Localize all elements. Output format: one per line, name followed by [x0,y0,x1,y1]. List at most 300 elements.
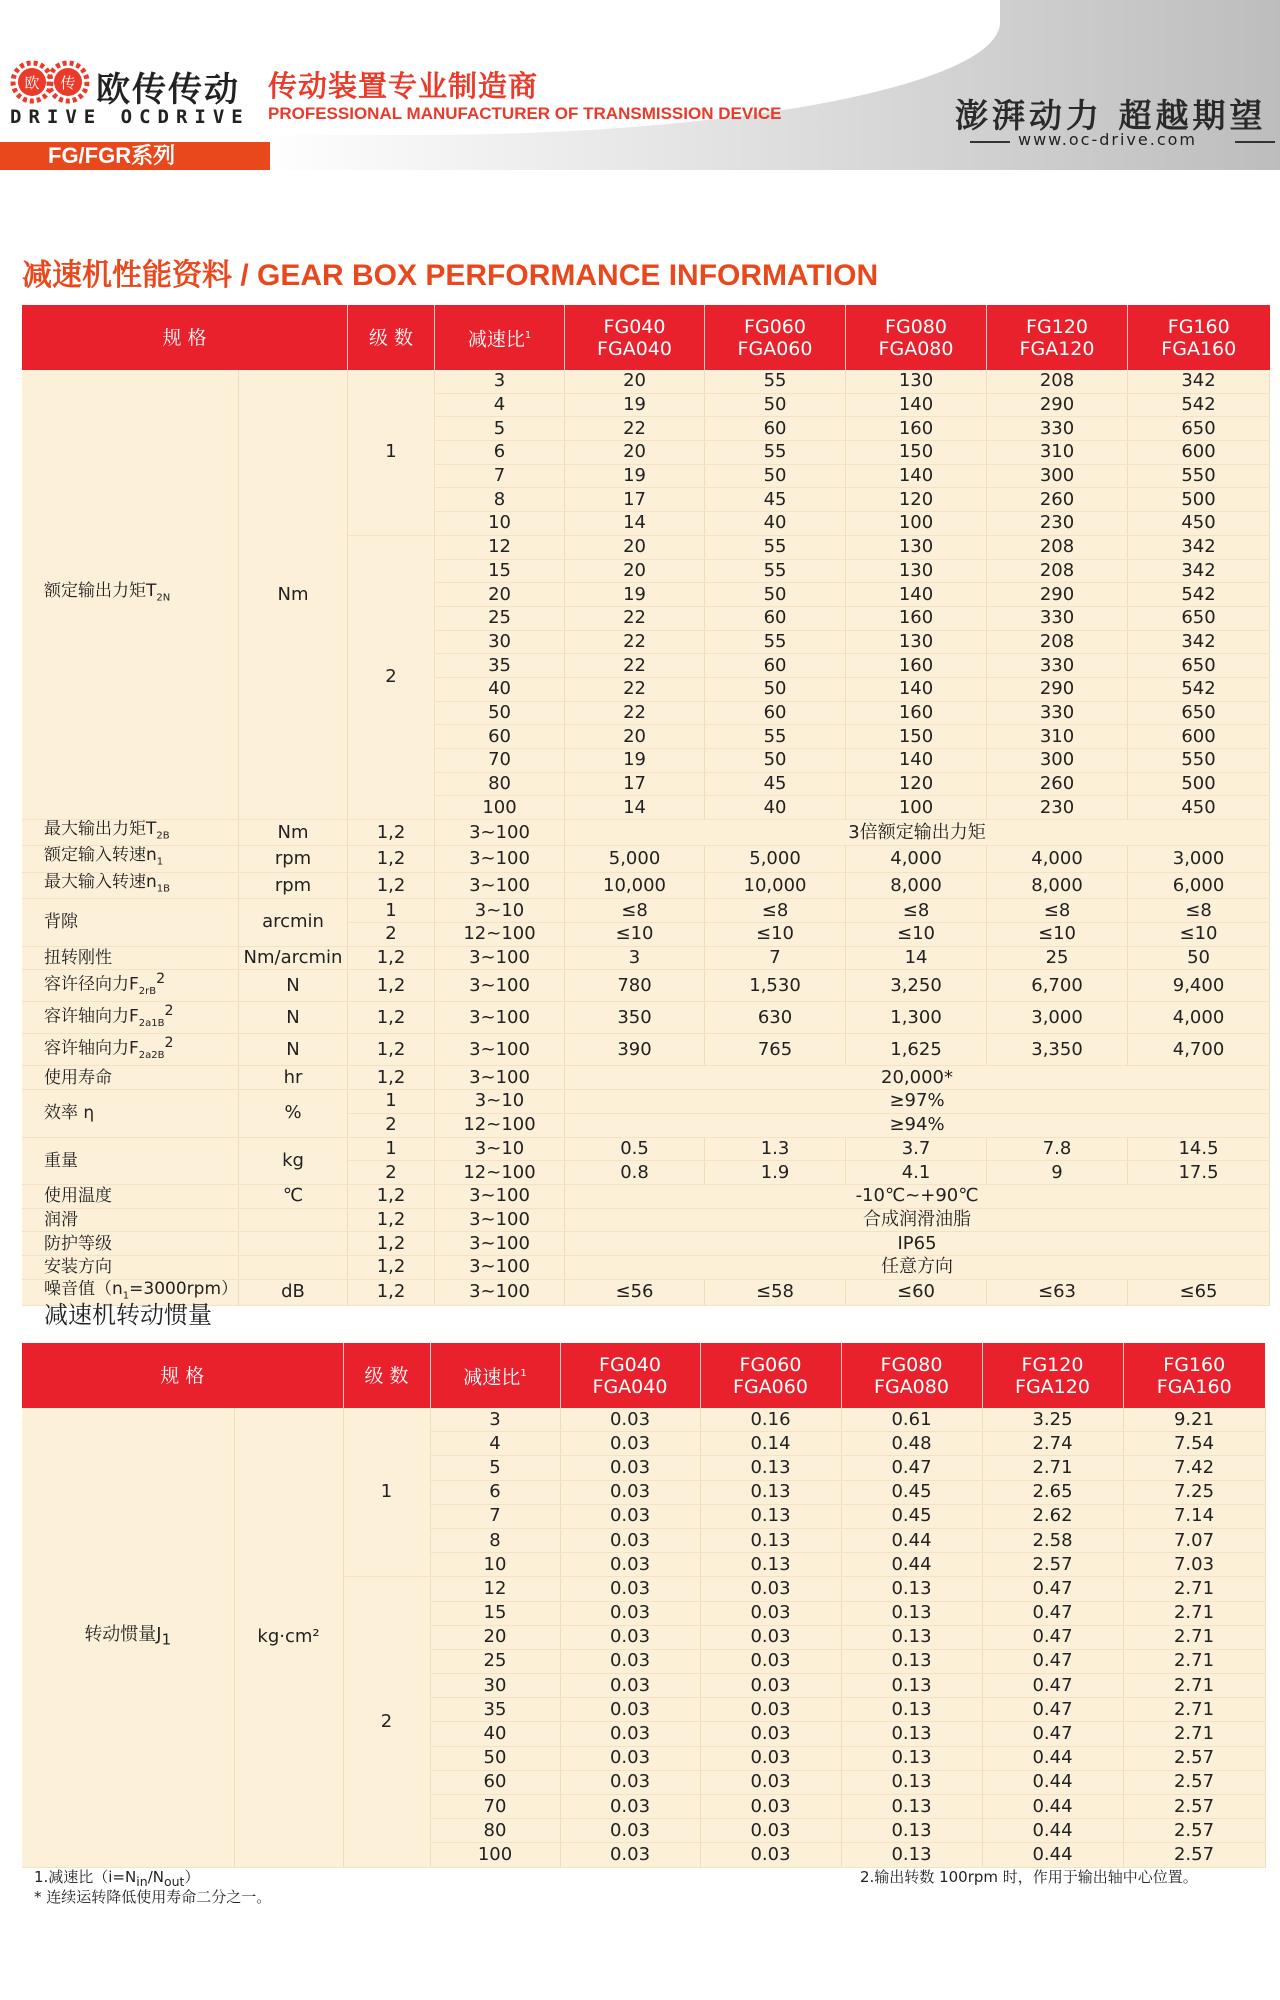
row-label-sup: 2 [164,1035,174,1052]
model-code: FG160 [1167,315,1230,338]
ratio-cell: 20 [435,583,565,607]
value-cell: ≤10 [705,922,846,946]
stage-cell: 2 [343,1577,430,1867]
value-cell: 208 [987,535,1128,559]
value-cell: 2.71 [1123,1625,1265,1649]
value-cell: 0.44 [982,1843,1123,1867]
value-cell: 230 [987,512,1128,536]
value-cell: 60 [705,417,846,441]
value-cell: 4,700 [1128,1034,1270,1066]
row-label [22,1208,239,1232]
model-code: FG040 [599,1353,661,1376]
value-cell: 6,000 [1128,872,1270,898]
row-label [22,899,239,946]
value-cell: 2.71 [1123,1722,1265,1746]
header-ratio-label: 减速比 [467,328,525,351]
table-row [22,846,1270,872]
row-label-sub: 2N [156,592,171,604]
value-cell: ≤10 [846,922,987,946]
value-cell: 0.13 [700,1480,841,1504]
value-cell: 7 [705,946,846,970]
value-cell: 600 [1128,725,1270,749]
unit-cell [239,1255,348,1279]
value-cell: 7.07 [1123,1528,1265,1552]
value-cell: 14 [565,796,705,820]
value-cell: 0.13 [841,1698,982,1722]
value-cell: 160 [846,654,987,678]
value-cell: 0.47 [982,1722,1123,1746]
table-row [22,970,1270,1002]
value-cell: ≤8 [846,899,987,923]
stage-cell: 1 [348,1090,435,1114]
stage-cell: 2 [348,922,435,946]
value-cell: 0.03 [560,1649,700,1673]
model-code-alt: FGA040 [597,337,672,360]
value-cell: 0.13 [841,1770,982,1794]
value-cell: 3,350 [987,1034,1128,1066]
value-cell: 310 [987,725,1128,749]
stage-cell: 1,2 [348,820,435,846]
stage-cell: 1,2 [348,1279,435,1305]
model-code: FG040 [603,315,666,338]
stage-cell: 1,2 [348,1232,435,1256]
value-cell: 0.03 [560,1504,700,1528]
website-link[interactable]: www.oc-drive.com [1018,130,1197,149]
ratio-cell: 3 [430,1408,560,1432]
value-cell: 0.13 [841,1722,982,1746]
table-row [22,1255,1270,1279]
value-cell: 0.44 [982,1795,1123,1819]
value-cell: 7.54 [1123,1432,1265,1456]
merged-value-cell: 20,000* [565,1066,1270,1090]
row-label [22,872,239,898]
value-cell: 1,300 [846,1002,987,1034]
merged-value-cell: -10℃~+90℃ [565,1184,1270,1208]
tagline-en: PROFESSIONAL MANUFACTURER OF TRANSMISSION DEVICE [268,104,782,123]
ratio-cell: 15 [430,1601,560,1625]
stage-cell: 1,2 [348,1255,435,1279]
value-cell: ≤10 [1128,922,1270,946]
value-cell: 0.47 [982,1674,1123,1698]
value-cell: 4,000 [1128,1002,1270,1034]
value-cell: 0.47 [982,1698,1123,1722]
value-cell: 130 [846,559,987,583]
value-cell: 542 [1128,677,1270,701]
value-cell: 20 [565,725,705,749]
value-cell: 22 [565,417,705,441]
value-cell: 7.25 [1123,1480,1265,1504]
value-cell: 0.03 [560,1795,700,1819]
stage-cell: 1,2 [348,1208,435,1232]
value-cell: 10,000 [705,872,846,898]
value-cell: ≤10 [565,922,705,946]
value-cell: 6,700 [987,970,1128,1002]
model-code: FG080 [880,1353,943,1376]
value-cell: 9 [987,1161,1128,1185]
value-cell: 1,530 [705,970,846,1002]
value-cell: 50 [705,393,846,417]
value-cell: 780 [565,970,705,1002]
value-cell: 0.03 [560,1674,700,1698]
row-label [22,1137,239,1184]
value-cell: 40 [705,512,846,536]
ratio-cell: 100 [430,1843,560,1867]
row-label [22,1184,239,1208]
value-cell: 4,000 [987,846,1128,872]
value-cell: 60 [705,606,846,630]
value-cell: 17.5 [1128,1161,1270,1185]
website-rule-right [1235,141,1275,143]
ratio-cell: 3~10 [435,899,565,923]
value-cell: 2.71 [1123,1601,1265,1625]
value-cell: 500 [1128,772,1270,796]
merged-value-cell: 任意方向 [565,1255,1270,1279]
value-cell: 25 [987,946,1128,970]
series-label: FG/FGR系列 [0,142,270,170]
row-label-text: 使用温度 [44,1186,112,1207]
ratio-cell: 10 [430,1553,560,1577]
ratio-cell: 3~100 [435,970,565,1002]
stage-cell: 1,2 [348,1034,435,1066]
row-label-text: 额定输出力矩T [44,580,157,601]
value-cell: 330 [987,654,1128,678]
row-label-text: 防护等级 [44,1233,112,1254]
value-cell: 290 [987,393,1128,417]
footnote-ratio-end: ） [184,1868,200,1886]
value-cell: 0.13 [700,1528,841,1552]
value-cell: 0.44 [982,1746,1123,1770]
row-label-end: =3000rpm） [129,1279,239,1299]
value-cell: 0.13 [841,1843,982,1867]
unit-cell: kg·cm² [234,1408,343,1867]
value-cell: 0.03 [700,1795,841,1819]
ratio-cell: 3~100 [435,1066,565,1090]
value-cell: 0.03 [560,1432,700,1456]
footnote-sub-out: out [163,1874,185,1889]
table-row [22,946,1270,970]
ratio-cell: 3~100 [435,1255,565,1279]
row-label-sub: 2a2B [138,1050,165,1062]
ratio-cell: 35 [430,1698,560,1722]
value-cell: 19 [565,393,705,417]
logo-right-char: 传 [60,74,76,92]
header-model [700,1343,841,1408]
header-stage: 级 数 [348,305,435,370]
table-row [22,1184,1270,1208]
table-row [22,872,1270,898]
ratio-cell: 70 [430,1795,560,1819]
value-cell: 0.03 [700,1843,841,1867]
stage-cell: 1 [348,1137,435,1161]
value-cell: 0.03 [560,1553,700,1577]
value-cell: 140 [846,749,987,773]
value-cell: 2.57 [1123,1770,1265,1794]
header-model [982,1343,1123,1408]
value-cell: 3.25 [982,1408,1123,1432]
value-cell: 55 [705,535,846,559]
value-cell: 208 [987,630,1128,654]
value-cell: 20 [565,559,705,583]
value-cell: 450 [1128,512,1270,536]
model-code: FG080 [885,315,947,338]
value-cell: 17 [565,772,705,796]
value-cell: 3 [565,946,705,970]
table-row [22,1208,1270,1232]
table-row [22,820,1270,846]
value-cell: 300 [987,464,1128,488]
value-cell: 0.03 [700,1746,841,1770]
model-code-alt: FGA060 [733,1375,808,1398]
model-code-alt: FGA080 [878,337,954,360]
value-cell: 0.13 [841,1625,982,1649]
value-cell: 0.03 [560,1528,700,1552]
value-cell: 0.03 [700,1770,841,1794]
value-cell: 5,000 [565,846,705,872]
value-cell: 3,000 [1128,846,1270,872]
value-cell: 600 [1128,441,1270,465]
value-cell: 0.03 [700,1625,841,1649]
value-cell: 208 [987,370,1128,393]
footnote-force: 2.输出转数 100rpm 时，作用于输出轴中心位置。 [860,1868,1198,1886]
row-label-text: 效率 η [44,1103,95,1124]
value-cell: 100 [846,512,987,536]
value-cell: 19 [565,749,705,773]
row-label-text: 背隙 [44,912,78,933]
row-label-sub: 1 [122,1290,130,1302]
unit-cell: Nm/arcmin [239,946,348,970]
value-cell: 0.03 [560,1770,700,1794]
ratio-cell: 3~100 [435,872,565,898]
value-cell: 0.03 [560,1698,700,1722]
value-cell: 0.47 [982,1649,1123,1673]
row-label-text: 容许轴向力F [44,1007,139,1027]
table-row [22,370,1270,393]
footnote-life: * 连续运转降低使用寿命二分之一。 [34,1888,272,1906]
ratio-cell: 30 [435,630,565,654]
ratio-cell: 5 [435,417,565,441]
ratio-cell: 6 [435,441,565,465]
value-cell: 0.5 [565,1137,705,1161]
value-cell: 0.44 [982,1770,1123,1794]
row-label-sub: 2rB [138,986,157,998]
ratio-cell: 10 [435,512,565,536]
value-cell: 55 [705,630,846,654]
table-row [22,1002,1270,1034]
value-cell: 450 [1128,796,1270,820]
website-line [970,130,1275,152]
ratio-cell: 3~10 [435,1137,565,1161]
value-cell: 140 [846,677,987,701]
brand-name-en: DRIVE OCDRIVE [10,106,250,128]
value-cell: 160 [846,417,987,441]
ratio-cell: 6 [430,1480,560,1504]
value-cell: 120 [846,488,987,512]
page-header [0,0,1280,175]
value-cell: 0.14 [700,1432,841,1456]
ratio-cell: 3~100 [435,820,565,846]
header-model [705,305,846,370]
value-cell: 50 [1128,946,1270,970]
ratio-cell: 3~100 [435,1232,565,1256]
value-cell: 130 [846,370,987,393]
merged-value-cell: 合成润滑油脂 [565,1208,1270,1232]
ratio-cell: 3~100 [435,1208,565,1232]
value-cell: 208 [987,559,1128,583]
ratio-cell: 12~100 [435,922,565,946]
value-cell: 55 [705,559,846,583]
value-cell: 40 [705,796,846,820]
value-cell: 500 [1128,488,1270,512]
ratio-cell: 12 [430,1577,560,1601]
value-cell: 0.45 [841,1480,982,1504]
table-row [22,899,1270,923]
stage-cell: 1,2 [348,872,435,898]
row-label-text: 最大输出力矩T [44,819,157,840]
footnote-ratio-mid: /N [147,1868,164,1886]
value-cell: 2.58 [982,1528,1123,1552]
ratio-cell: 3~100 [435,1034,565,1066]
value-cell: 0.03 [560,1480,700,1504]
row-label-sub: 1 [156,856,164,868]
stage-cell: 1 [348,370,435,535]
value-cell: 390 [565,1034,705,1066]
value-cell: 22 [565,654,705,678]
ratio-cell: 4 [430,1432,560,1456]
ratio-cell: 80 [430,1819,560,1843]
unit-cell: N [239,970,348,1002]
value-cell: 342 [1128,370,1270,393]
value-cell: 100 [846,796,987,820]
value-cell: 0.13 [700,1553,841,1577]
value-cell: 17 [565,488,705,512]
value-cell: 630 [705,1002,846,1034]
model-code-alt: FGA120 [1015,1375,1090,1398]
value-cell: 50 [705,464,846,488]
value-cell: 3,000 [987,1002,1128,1034]
unit-cell: rpm [239,846,348,872]
stage-cell: 1,2 [348,1066,435,1090]
value-cell: 0.61 [841,1408,982,1432]
table-row [22,1034,1270,1066]
value-cell: 50 [705,677,846,701]
ratio-cell: 5 [430,1456,560,1480]
value-cell: 130 [846,535,987,559]
ratio-cell: 100 [435,796,565,820]
value-cell: 20 [565,535,705,559]
footnote-sub-in: in [136,1874,148,1889]
value-cell: 260 [987,488,1128,512]
unit-cell: hr [239,1066,348,1090]
model-code-alt: FGA160 [1156,1375,1232,1398]
value-cell: 0.47 [982,1601,1123,1625]
row-label-sup: 2 [156,971,166,988]
table-row [22,1232,1270,1256]
row-label-text: 最大输入转速n [44,872,157,892]
row-label [22,846,239,872]
inertia-section-title: 减速机转动惯量 [44,1301,212,1329]
value-cell: 7.14 [1123,1504,1265,1528]
unit-cell: Nm [239,370,348,820]
stage-cell: 1 [343,1408,430,1577]
value-cell: 1,625 [846,1034,987,1066]
value-cell: 4,000 [846,846,987,872]
value-cell: 7.8 [987,1137,1128,1161]
value-cell: 0.03 [560,1746,700,1770]
ratio-cell: 3~10 [435,1090,565,1114]
ratio-cell: 70 [435,749,565,773]
value-cell: 19 [565,583,705,607]
value-cell: 2.57 [1123,1843,1265,1867]
value-cell: 140 [846,583,987,607]
value-cell: 20 [565,370,705,393]
ratio-cell: 80 [435,772,565,796]
value-cell: 650 [1128,701,1270,725]
row-label-text: 扭转刚性 [44,947,112,968]
row-label [22,970,239,1002]
value-cell: 0.03 [700,1698,841,1722]
stage-cell: 2 [348,1113,435,1137]
value-cell: 140 [846,393,987,417]
ratio-cell: 12 [435,535,565,559]
header-ratio [435,305,565,370]
value-cell: 0.13 [841,1819,982,1843]
stage-cell: 1,2 [348,1184,435,1208]
value-cell: ≤8 [705,899,846,923]
table-row [22,1066,1270,1090]
model-code-alt: FGA040 [592,1375,668,1398]
table-row [22,1090,1270,1114]
value-cell: 542 [1128,393,1270,417]
value-cell: 0.13 [700,1456,841,1480]
unit-cell: N [239,1034,348,1066]
value-cell: 2.57 [1123,1795,1265,1819]
merged-value-cell: ≥97% [565,1090,1270,1114]
value-cell: 14 [846,946,987,970]
row-label-text: 噪音值（n [44,1279,123,1299]
value-cell: 2.62 [982,1504,1123,1528]
header-model [1128,305,1270,370]
value-cell: ≤58 [705,1279,846,1305]
row-label-sup: 2 [164,1003,174,1020]
value-cell: 0.44 [982,1819,1123,1843]
value-cell: 330 [987,701,1128,725]
brand-name-cn: 欧传传动 [96,70,240,110]
row-label-sub: 2a1B [138,1018,165,1030]
value-cell: 550 [1128,464,1270,488]
ratio-cell: 50 [435,701,565,725]
value-cell: 0.16 [700,1408,841,1432]
value-cell: 0.03 [700,1722,841,1746]
value-cell: 130 [846,630,987,654]
header-model [565,305,705,370]
value-cell: 150 [846,725,987,749]
row-label [22,1034,239,1066]
value-cell: 550 [1128,749,1270,773]
ratio-cell: 7 [435,464,565,488]
value-cell: 330 [987,417,1128,441]
value-cell: 0.13 [841,1577,982,1601]
row-label [22,1002,239,1034]
value-cell: 0.03 [560,1577,700,1601]
header-ratio-label: 减速比 [463,1366,521,1389]
merged-value-cell: ≥94% [565,1113,1270,1137]
ratio-cell: 30 [430,1674,560,1698]
row-label-text: 容许径向力F [44,974,139,995]
tagline-cn: 传动装置专业制造商 [268,69,539,103]
value-cell: ≤56 [565,1279,705,1305]
ratio-cell: 3~100 [435,1279,565,1305]
value-cell: 290 [987,677,1128,701]
